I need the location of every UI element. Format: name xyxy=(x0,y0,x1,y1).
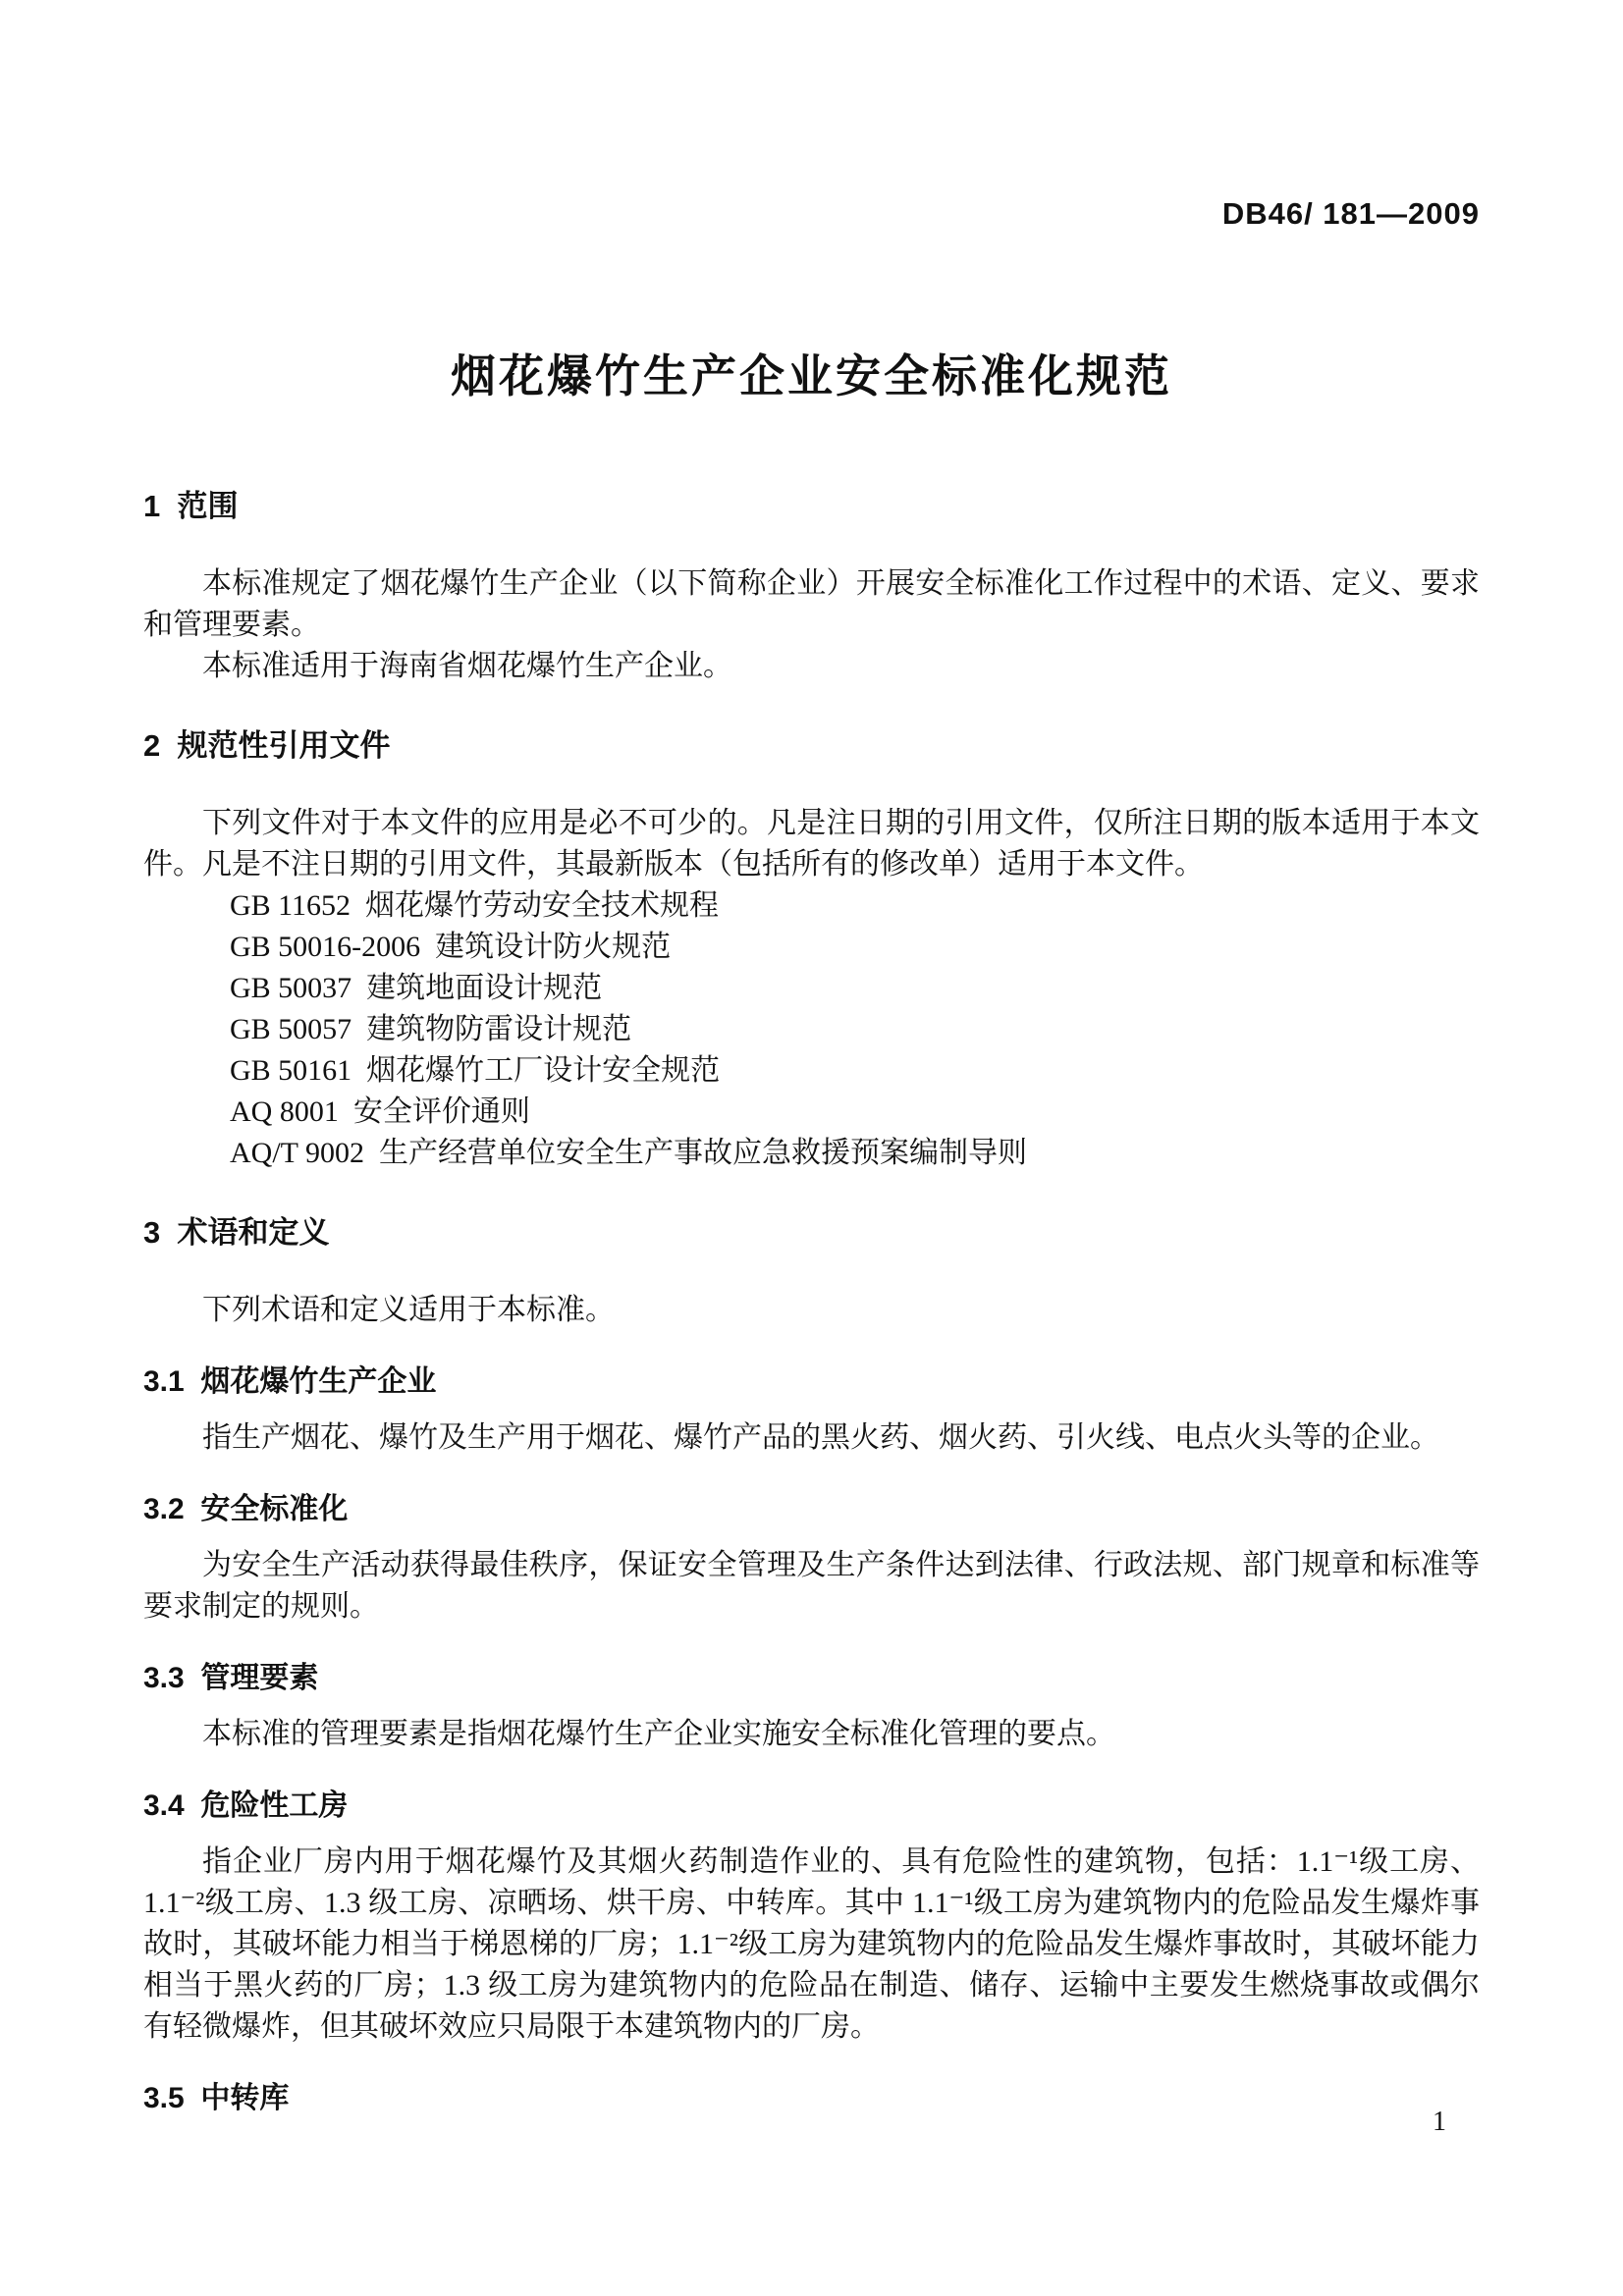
section-3-3-body: 本标准的管理要素是指烟花爆竹生产企业实施安全标准化管理的要点。 xyxy=(202,1718,1115,1750)
section-3-1-body: 指生产烟花、爆竹及生产用于烟花、爆竹产品的黑火药、烟火药、引火线、电点火头等的企业。 xyxy=(202,1421,1439,1454)
section-3-heading: 3 术语和定义 xyxy=(143,1215,330,1250)
section-3-4-body: 指企业厂房内用于烟花爆竹及其烟火药制造作业的、具有危险性的建筑物，包括：1.1⁻¹级工房、1.1⁻²级工房、1.3 级工房、凉晒场、烘干房、中转库。其中 1.1⁻¹级工房为建筑物内的危险品发生爆炸事故时，其破坏能力相当于梯恩梯的厂房；1.1⁻²级工房为建筑物内的危险品发生爆炸事故时，其破坏能力相当于黑火药的厂房；1.3 级工房为建筑物内的危险品在制造、储存、运输中主要发生燃烧事故或偶尔有轻微爆炸，但其破坏效应只局限于本建筑物内的厂房。 xyxy=(143,1845,1480,2043)
reference-item: GB 50161 烟花爆竹工厂设计安全规范 xyxy=(230,1054,721,1087)
section-2-heading: 2 规范性引用文件 xyxy=(143,728,391,763)
reference-item: GB 50037 建筑地面设计规范 xyxy=(230,972,603,1004)
normative-references-list xyxy=(143,885,1480,1174)
reference-item: GB 50016-2006 建筑设计防火规范 xyxy=(230,931,672,963)
reference-item: AQ/T 9002 生产经营单位安全生产事故应急救援预案编制导则 xyxy=(230,1137,1027,1169)
section-3-4-heading: 3.4 危险性工房 xyxy=(143,1789,349,1822)
reference-item: GB 50057 建筑物防雷设计规范 xyxy=(230,1013,632,1045)
page-number: 1 xyxy=(1433,2107,1446,2137)
section-2-paragraph-1: 下列文件对于本文件的应用是必不可少的。凡是注日期的引用文件，仅所注日期的版本适用于本文件。凡是不注日期的引用文件，其最新版本（包括所有的修改单）适用于本文件。 xyxy=(143,807,1480,881)
section-3-3-heading: 3.3 管理要素 xyxy=(143,1662,319,1694)
document-title: 烟花爆竹生产企业安全标准化规范 xyxy=(451,350,1172,401)
section-3-5-heading: 3.5 中转库 xyxy=(143,2082,290,2114)
section-3-2-heading: 3.2 安全标准化 xyxy=(143,1493,349,1525)
section-1-paragraph-2: 本标准适用于海南省烟花爆竹生产企业。 xyxy=(202,650,732,682)
section-1-heading: 1 范围 xyxy=(143,489,239,523)
section-3-2-body: 为安全生产活动获得最佳秩序，保证安全管理及生产条件达到法律、行政法规、部门规章和标准等要求制定的规则。 xyxy=(143,1549,1480,1623)
reference-item: GB 11652 烟花爆竹劳动安全技术规程 xyxy=(230,889,720,922)
section-3-1-heading: 3.1 烟花爆竹生产企业 xyxy=(143,1365,437,1398)
standard-code: DB46/ 181—2009 xyxy=(1221,196,1480,231)
section-3-intro: 下列术语和定义适用于本标准。 xyxy=(202,1294,615,1326)
section-1-paragraph-1: 本标准规定了烟花爆竹生产企业（以下简称企业）开展安全标准化工作过程中的术语、定义、要求和管理要素。 xyxy=(143,567,1480,641)
reference-item: AQ 8001 安全评价通则 xyxy=(230,1095,530,1128)
